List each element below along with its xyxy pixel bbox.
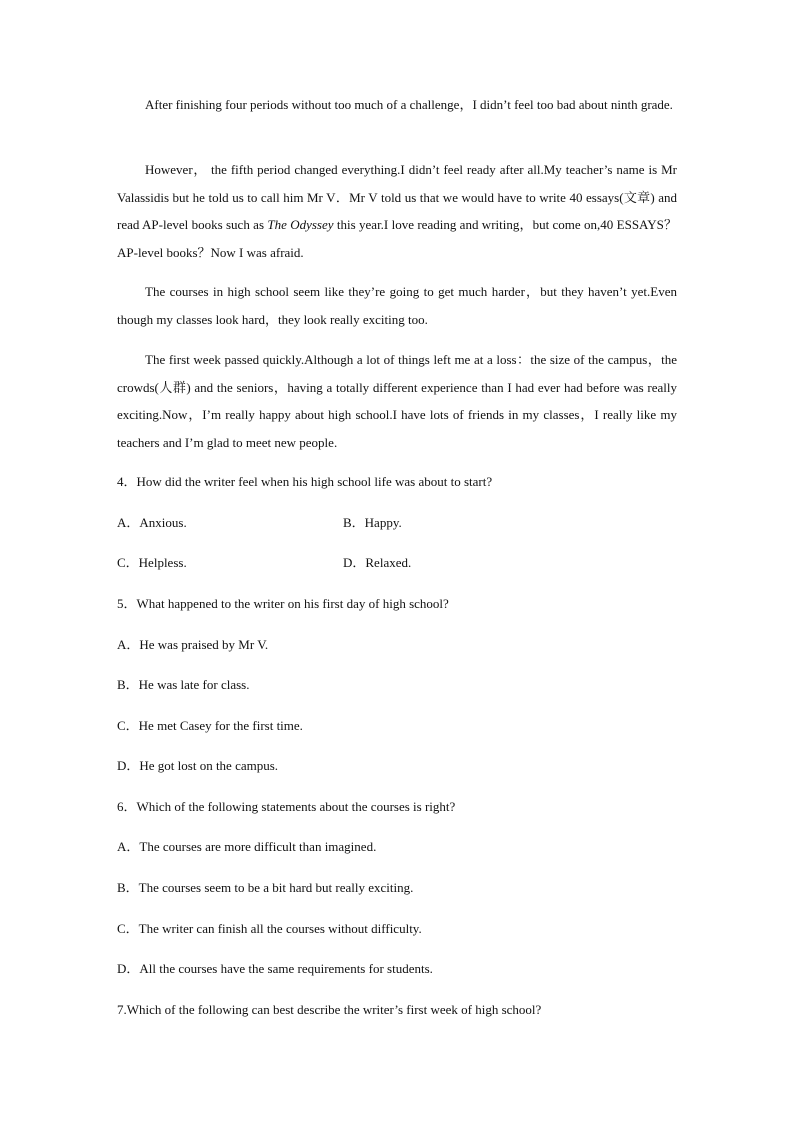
question-4-option-b[interactable]: B．Happy. <box>343 515 402 530</box>
question-7-stem: 7.Which of the following can best describe the writer’s first week of high school? <box>117 1002 542 1017</box>
passage-paragraph-1: After finishing four periods without too much of a challenge，I didn’t feel too bad about ninth grade. <box>145 97 673 112</box>
question-5-option-a[interactable]: A．He was praised by Mr V. <box>117 637 269 652</box>
passage-paragraph-4: The first week passed quickly.Although a lot of things left me at a loss：the size of the campus，the crowds(人群) and the seniors，having a totally different experience than I had ever had before was really exciting.Now，I’m really happy about high school.I have lots of friends in my classes，I really like my teachers and I’m glad to meet new people. <box>117 352 677 450</box>
book-title: The Odyssey <box>267 217 334 232</box>
question-5-stem: 5．What happened to the writer on his first day of high school? <box>117 596 449 611</box>
question-5-option-c[interactable]: C．He met Casey for the first time. <box>117 718 303 733</box>
passage-paragraph-2-text-a: However， the fifth period changed everything.I didn’t feel ready after all.My teacher’s name is Mr Valassidis but he told us to call him Mr V．Mr V told us that we would have to write 40 essays(文章) and read AP-level books such as <box>117 162 677 232</box>
question-6-stem: 6．Which of the following statements about the courses is right? <box>117 799 456 814</box>
passage-paragraph-2 <box>117 156 677 266</box>
question-6-option-a[interactable]: A．The courses are more difficult than imagined. <box>117 839 377 854</box>
question-6-option-c[interactable]: C．The writer can finish all the courses without difficulty. <box>117 921 422 936</box>
question-4-option-a[interactable]: A．Anxious. <box>117 515 187 530</box>
question-5-option-b[interactable]: B．He was late for class. <box>117 677 250 692</box>
question-4-stem: 4．How did the writer feel when his high school life was about to start? <box>117 474 493 489</box>
question-5-option-d[interactable]: D．He got lost on the campus. <box>117 758 279 773</box>
question-4-option-d[interactable]: D．Relaxed. <box>343 555 412 570</box>
question-6-option-b[interactable]: B．The courses seem to be a bit hard but really exciting. <box>117 880 414 895</box>
question-6-option-d[interactable]: D．All the courses have the same requirements for students. <box>117 961 433 976</box>
passage-paragraph-3: The courses in high school seem like they’re going to get much harder，but they haven’t yet.Even though my classes look hard，they look really exciting too. <box>117 284 677 327</box>
passage-paragraph-2-text-b: this year.I love reading and writing，but come on,40 ESSAYS？AP-level books？Now I was afraid. <box>117 217 677 260</box>
question-4-option-c[interactable]: C．Helpless. <box>117 555 187 570</box>
